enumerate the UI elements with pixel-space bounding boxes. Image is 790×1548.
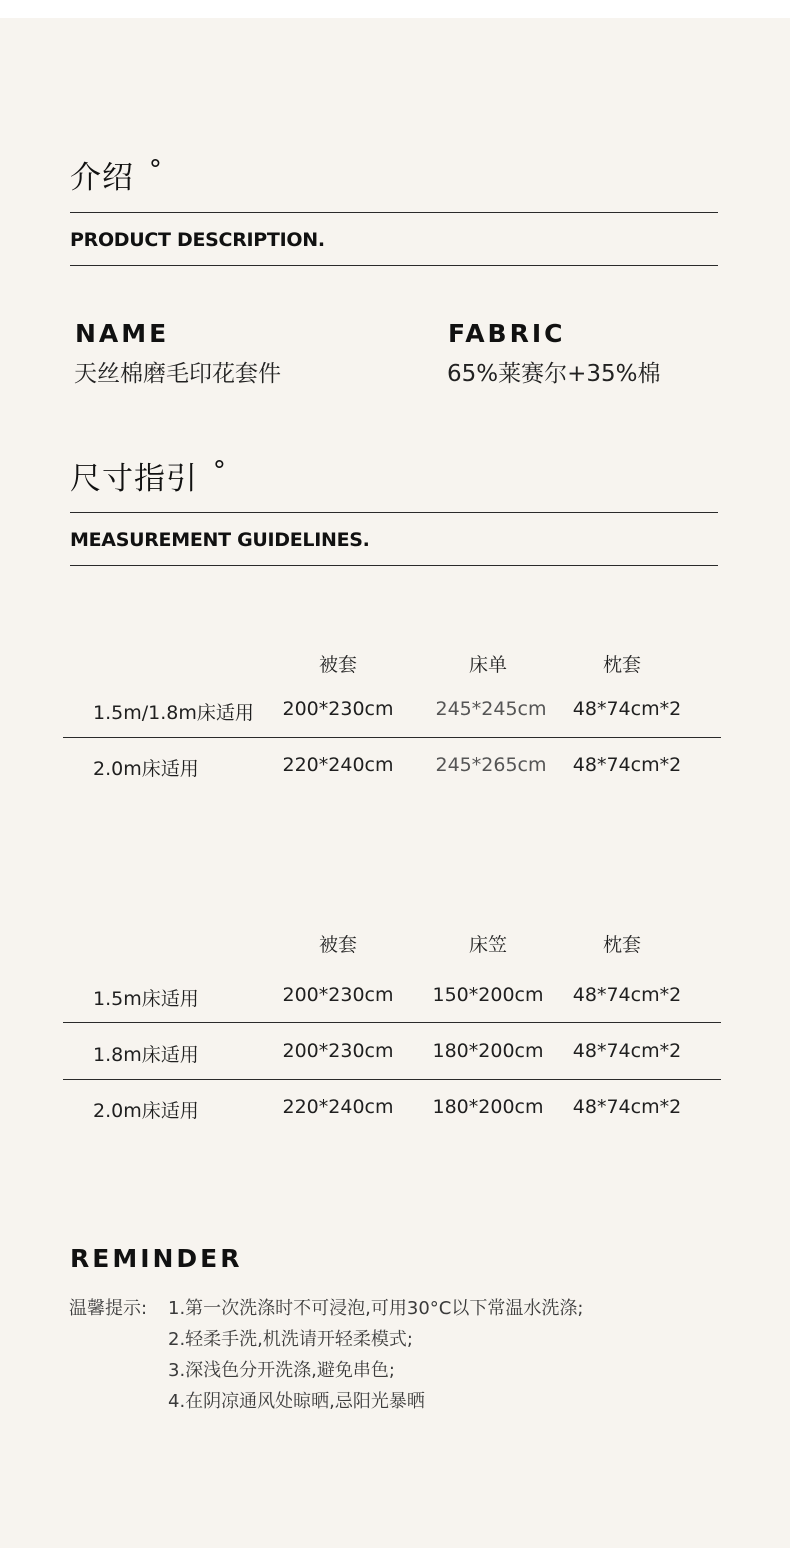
table-header: 床笠 [468, 934, 507, 956]
intro-degree-mark: ° [148, 155, 163, 185]
fabric-value: 65%莱赛尔+35%棉 [447, 361, 661, 387]
table-header: 被套 [318, 654, 357, 676]
reminder-item: 3.深浅色分开洗涤,避免串色; [168, 1360, 395, 1381]
divider [70, 265, 718, 266]
measure-subtitle: MEASUREMENT GUIDELINES. [70, 529, 370, 551]
fabric-label: FABRIC [448, 319, 566, 348]
table-cell: 48*74cm*2 [572, 754, 682, 776]
intro-title [70, 152, 163, 197]
name-label: NAME [75, 319, 170, 348]
table-cell: 180*200cm [432, 1040, 544, 1062]
table-cell: 200*230cm [282, 984, 394, 1006]
reminder-item: 2.轻柔手洗,机洗请开轻柔模式; [168, 1329, 413, 1350]
table-cell: 180*200cm [432, 1096, 544, 1118]
reminder-item: 4.在阴凉通风处晾晒,忌阳光暴晒 [168, 1391, 425, 1412]
reminder-prefix: 温馨提示: [69, 1298, 148, 1319]
table-header: 枕套 [602, 654, 641, 676]
intro-subtitle: PRODUCT DESCRIPTION. [70, 229, 325, 251]
table-divider [63, 737, 721, 738]
table-cell: 245*265cm [435, 754, 547, 776]
table-header: 被套 [318, 934, 357, 956]
table-row-label: 1.5m床适用 [93, 988, 199, 1010]
table-cell: 200*230cm [282, 698, 394, 720]
table-cell: 220*240cm [282, 754, 394, 776]
measure-degree-mark: ° [212, 456, 227, 486]
table-cell: 48*74cm*2 [572, 698, 682, 720]
table-row-label: 1.5m/1.8m床适用 [93, 702, 254, 724]
name-value: 天丝棉磨毛印花套件 [74, 361, 281, 387]
reminder-item: 1.第一次洗涤时不可浸泡,可用30°C以下常温水洗涤; [168, 1298, 584, 1319]
table-row-label: 2.0m床适用 [93, 758, 199, 780]
table-cell: 200*230cm [282, 1040, 394, 1062]
table-divider [63, 1022, 721, 1023]
table-header: 床单 [468, 654, 507, 676]
table-header: 枕套 [602, 934, 641, 956]
table-divider [63, 1079, 721, 1080]
table-cell: 48*74cm*2 [572, 1096, 682, 1118]
table-cell: 48*74cm*2 [572, 1040, 682, 1062]
reminder-title: REMINDER [70, 1244, 243, 1273]
intro-title-cn: 介绍 [70, 160, 134, 196]
divider [70, 565, 718, 566]
table-row-label: 1.8m床适用 [93, 1044, 199, 1066]
table-cell: 245*245cm [435, 698, 547, 720]
table-cell: 150*200cm [432, 984, 544, 1006]
table-row-label: 2.0m床适用 [93, 1100, 199, 1122]
measure-title [70, 453, 227, 498]
measure-title-cn: 尺寸指引 [70, 461, 198, 497]
table-cell: 48*74cm*2 [572, 984, 682, 1006]
divider [70, 212, 718, 213]
divider [70, 512, 718, 513]
table-cell: 220*240cm [282, 1096, 394, 1118]
